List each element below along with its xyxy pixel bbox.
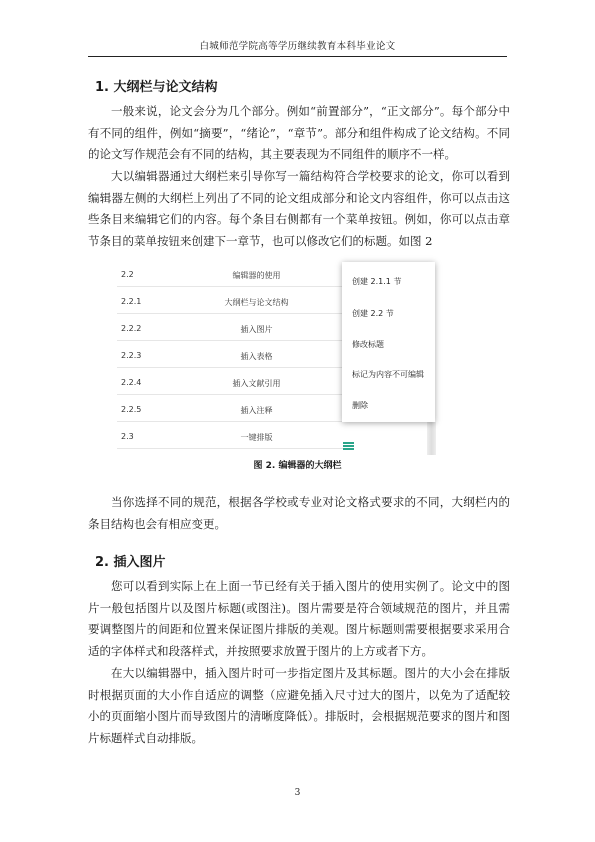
paragraph-outline-spec: 当你选择不同的规范，根据各学校或专业对论文格式要求的不同，大纲栏内的条目结构也会有相应变更。 (88, 495, 510, 531)
outline-row-number: 2.2.3 (121, 351, 142, 360)
menu-item-delete: 删除 (352, 401, 368, 410)
page-number: 3 (294, 788, 301, 798)
paragraph-insert-image-intro: 您可以看到实际上在上面一节已经有关于插入图片的使用实例了。论文中的图片一般包括图片以及图片标题(或图注)。图片需要是符合领域规范的图片，并且需要调整图片的间距和位置来保证图片排版的美观。图片标题则需要根据要求采用合适的字体样式和段落样式，并按照要求放置于图片的上方或者下方。 (88, 579, 510, 658)
outline-row-label: 插入注释 (240, 406, 273, 415)
outline-row-label: 插入文献引用 (232, 379, 281, 388)
outline-row (109, 424, 319, 449)
outline-row-number: 2.3 (121, 432, 134, 441)
menu-item-create-section: 创建 2.2 节 (352, 309, 394, 318)
menu-scroll-shadow (427, 422, 436, 455)
outline-context-menu (342, 262, 435, 422)
outline-row-label: 一键排版 (240, 433, 273, 442)
outline-row-label: 插入图片 (240, 325, 273, 334)
paragraph-insert-image-editor: 在大以编辑器中，插入图片时可一步指定图片及其标题。图片的大小会在排版时根据页面的大小作自适应的调整（应避免插入尺寸过大的图片，以免为了适配较小的页面缩小图片而导致图片的清晰度降低）。排版时，会根据规范要求的图片和图片标题样式自动排版。 (88, 666, 510, 745)
paragraph-outline-intro: 一般来说，论文会分为几个部分。例如“前置部分”，“正文部分”。每个部分中有不同的组件，例如“摘要”，“绪论”，“章节”。部分和组件构成了论文结构。不同的论文写作规范会有不同的结构，其主要表现为不同组件的顺序不一样。 (88, 104, 510, 162)
outline-row-label: 编辑器的使用 (232, 271, 281, 280)
outline-row (109, 289, 319, 314)
outline-row-label: 插入表格 (240, 352, 273, 361)
outline-row-number: 2.2.2 (121, 324, 142, 333)
running-header: 白城师范学院高等学历继续教育本科毕业论文 (88, 38, 507, 57)
outline-row (109, 370, 319, 395)
outline-row (109, 343, 319, 368)
section-heading-1: 1. 大纲栏与论文结构 (95, 80, 218, 95)
outline-row (109, 316, 319, 341)
paragraph-outline-editor: 大以编辑器通过大纲栏来引导你写一篇结构符合学校要求的论文，你可以看到编辑器左侧的大纲栏上列出了不同的论文组成部分和论文内容组件，你可以点击这些条目来编辑它们的内容。每个条目右侧都有一个菜单按钮。例如，你可以点击章节条目的菜单按钮来创建下一章节，也可以修改它们的标题。如图 2 (88, 169, 510, 248)
menu-item-lock-content: 标记为内容不可编辑 (352, 370, 424, 379)
outline-row-label: 大纲栏与论文结构 (224, 298, 289, 307)
outline-row-number: 2.2.1 (121, 297, 142, 306)
outline-row (109, 397, 319, 422)
outline-row-number: 2.2.4 (121, 378, 142, 387)
outline-row-number: 2.2.5 (121, 405, 142, 414)
outline-row (109, 262, 319, 287)
outline-row-number: 2.2 (121, 270, 134, 279)
menu-item-rename: 修改标题 (352, 340, 384, 349)
figure-caption: 图 2. 编辑器的大纲栏 (253, 461, 342, 471)
section-heading-2: 2. 插入图片 (95, 555, 166, 570)
menu-item-create-subsection: 创建 2.1.1 节 (352, 277, 402, 286)
figure-outline-screenshot (109, 262, 434, 455)
menu-list-icon (343, 442, 354, 450)
